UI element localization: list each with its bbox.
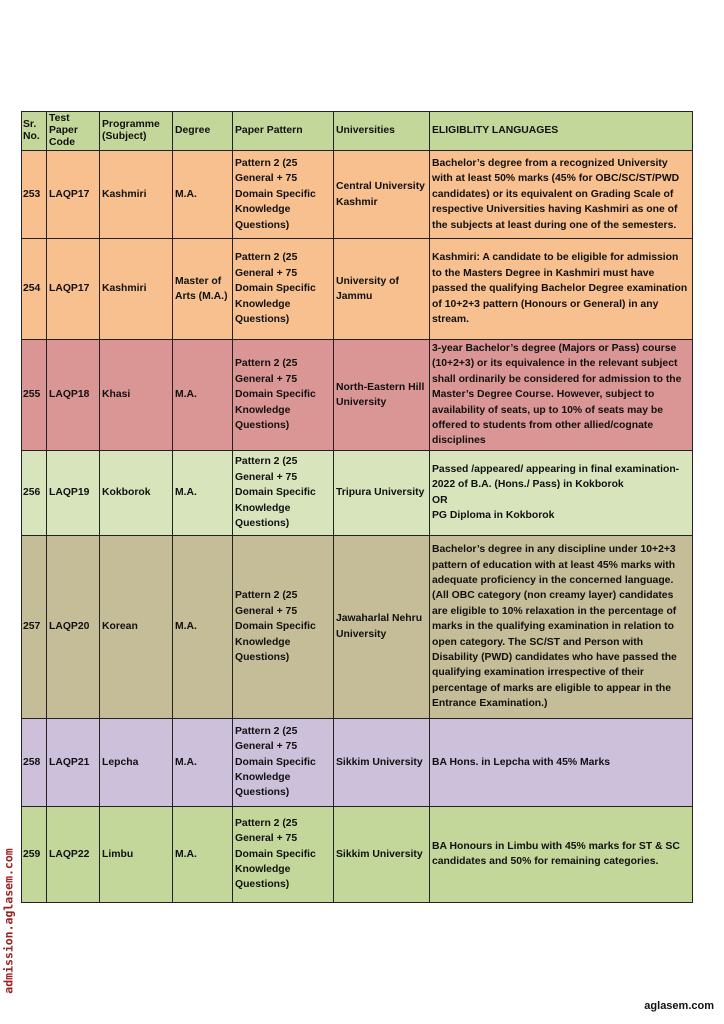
row-programme: Kokborok (100, 450, 173, 535)
header-row (22, 112, 693, 151)
row-degree: M.A. (173, 450, 233, 535)
row-paper-pattern: Pattern 2 (25 General + 75 Domain Specific Knowledge Questions) (233, 151, 334, 239)
row-test-paper-code: LAQP18 (47, 340, 100, 451)
row-test-paper-code: LAQP21 (47, 718, 100, 806)
table-row (22, 450, 693, 535)
row-paper-pattern: Pattern 2 (25 General + 75 Domain Specific Knowledge Questions) (233, 806, 334, 902)
row-university: North-Eastern Hill University (334, 340, 430, 451)
row-university: Jawaharlal Nehru University (334, 535, 430, 718)
row-university: University of Jammu (334, 239, 430, 340)
row-test-paper-code: LAQP17 (47, 239, 100, 340)
table-row (22, 718, 693, 806)
row-university: Sikkim University (334, 806, 430, 902)
row-university: Sikkim University (334, 718, 430, 806)
row-programme: Lepcha (100, 718, 173, 806)
header-programme: Programme (Subject) (100, 112, 173, 151)
row-test-paper-code: LAQP22 (47, 806, 100, 902)
row-sr: 258 (22, 718, 47, 806)
row-test-paper-code: LAQP17 (47, 151, 100, 239)
row-sr: 259 (22, 806, 47, 902)
row-university: Tripura University (334, 450, 430, 535)
row-eligibility: BA Hons. in Lepcha with 45% Marks (430, 718, 693, 806)
row-degree: M.A. (173, 806, 233, 902)
row-degree: M.A. (173, 340, 233, 451)
row-sr: 255 (22, 340, 47, 451)
row-test-paper-code: LAQP20 (47, 535, 100, 718)
row-sr: 254 (22, 239, 47, 340)
row-sr: 257 (22, 535, 47, 718)
watermark-right: aglasem.com (644, 1000, 714, 1012)
row-eligibility: Bachelor’s degree in any discipline under 10+2+3 pattern of education with at least 45% marks with adequate proficiency in the concerned language. (All OBC category (non creamy layer) candidates are eligible to 10% relaxation in the percentage of marks in the qualifying examination in relation to open category. The SC/ST and Person with Disability (PWD) candidates who have passed the qualifying examination irrespective of their percentage of marks are eligible to appear in the Entrance Examination.) (430, 535, 693, 718)
table-row (22, 535, 693, 718)
row-programme: Kashmiri (100, 239, 173, 340)
row-programme: Korean (100, 535, 173, 718)
row-eligibility: Kashmiri: A candidate to be eligible for admission to the Masters Degree in Kashmiri must have passed the qualifying Bachelor Degree examination of 10+2+3 pattern (Honours or General) in any stream. (430, 239, 693, 340)
row-programme: Kashmiri (100, 151, 173, 239)
row-programme: Khasi (100, 340, 173, 451)
row-university: Central University Kashmir (334, 151, 430, 239)
header-universities: Universities (334, 112, 430, 151)
row-test-paper-code: LAQP19 (47, 450, 100, 535)
row-degree: M.A. (173, 151, 233, 239)
header-sr: Sr. No. (22, 112, 47, 151)
row-paper-pattern: Pattern 2 (25 General + 75 Domain Specific Knowledge Questions) (233, 450, 334, 535)
table-row (22, 151, 693, 239)
row-paper-pattern: Pattern 2 (25 General + 75 Domain Specific Knowledge Questions) (233, 239, 334, 340)
table-row (22, 340, 693, 451)
row-sr: 256 (22, 450, 47, 535)
table-row (22, 806, 693, 902)
row-degree: M.A. (173, 535, 233, 718)
row-degree: M.A. (173, 718, 233, 806)
row-sr: 253 (22, 151, 47, 239)
header-eligibility: ELIGIBLITY LANGUAGES (430, 112, 693, 151)
table-row (22, 239, 693, 340)
eligibility-table (21, 111, 693, 903)
row-eligibility: BA Honours in Limbu with 45% marks for ST & SC candidates and 50% for remaining categories. (430, 806, 693, 902)
watermark-left: admission.aglasem.com (1, 848, 16, 994)
row-paper-pattern: Pattern 2 (25 General + 75 Domain Specific Knowledge Questions) (233, 535, 334, 718)
row-paper-pattern: Pattern 2 (25 General + 75 Domain Specific Knowledge Questions) (233, 340, 334, 451)
header-degree: Degree (173, 112, 233, 151)
header-paper-pattern: Paper Pattern (233, 112, 334, 151)
row-eligibility: Bachelor’s degree from a recognized University with at least 50% marks (45% for OBC/SC/ST/PWD candidates) or its equivalent on Grading Scale of respective Universities having Kashmiri as one of the subjects at least during one of the semesters. (430, 151, 693, 239)
header-test-paper-code: Test Paper Code (47, 112, 100, 151)
row-eligibility: 3-year Bachelor’s degree (Majors or Pass) course (10+2+3) or its equivalence in the relevant subject shall ordinarily be considered for admission to the Master’s Degree Course. However, subject to availability of seats, up to 10% of seats may be offered to students from other allied/cognate disciplines (430, 340, 693, 451)
row-degree: Master of Arts (M.A.) (173, 239, 233, 340)
row-eligibility: Passed /appeared/ appearing in final examination-2022 of B.A. (Hons./ Pass) in Kokborok OR PG Diploma in Kokborok (430, 450, 693, 535)
row-paper-pattern: Pattern 2 (25 General + 75 Domain Specific Knowledge Questions) (233, 718, 334, 806)
row-programme: Limbu (100, 806, 173, 902)
